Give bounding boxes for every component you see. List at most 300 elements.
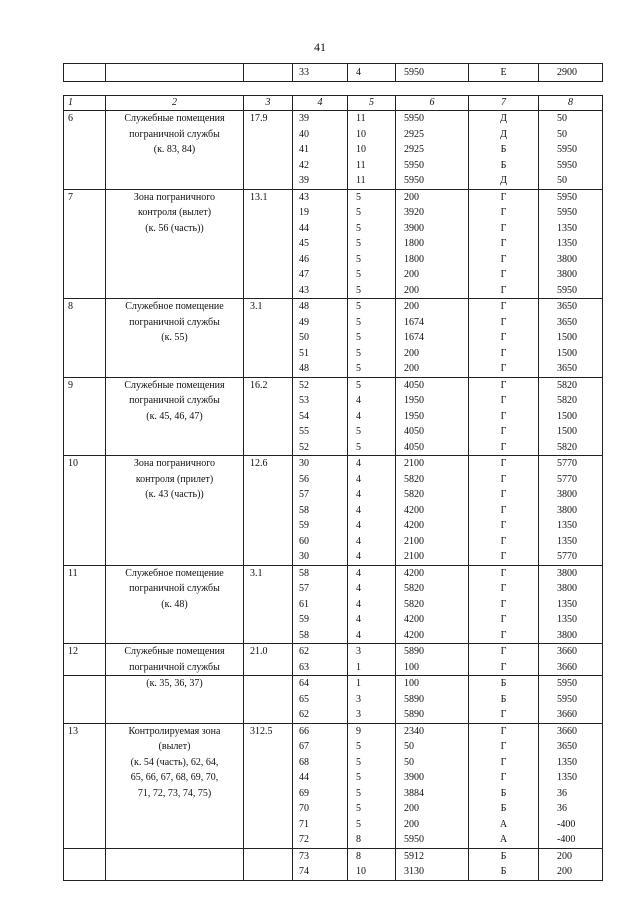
height-value: 4 <box>356 410 361 422</box>
point-number: 70 <box>299 803 309 814</box>
axis-letter: Г <box>500 363 507 374</box>
area-value <box>244 848 293 880</box>
point-number: 39 <box>299 113 309 124</box>
axis-letter: Г <box>500 207 507 218</box>
header-cell: 5 <box>348 96 396 111</box>
height-value: 5 <box>356 191 361 203</box>
zone-line: контроля (прилет) <box>135 473 214 485</box>
coordinate-value: 1674 <box>404 316 424 328</box>
height-value: 5 <box>356 284 361 296</box>
distance-value: 3800 <box>557 489 577 500</box>
group-row <box>64 676 603 724</box>
continuation-table <box>63 63 603 82</box>
distance-value: 3650 <box>557 363 577 374</box>
distance-value: 1500 <box>557 410 577 422</box>
distance-value: 3660 <box>557 709 577 720</box>
coordinate-value: 5950 <box>404 834 424 845</box>
zone-description <box>106 676 244 724</box>
distance-value: 1350 <box>557 222 577 234</box>
distance-value: 50 <box>557 113 567 124</box>
header-cell: 3 <box>244 96 293 111</box>
distance-value: 3800 <box>557 504 577 516</box>
coordinate-value: 1950 <box>404 410 424 422</box>
coordinate-value: 4050 <box>404 426 424 437</box>
distance-value: 5950 <box>557 693 577 705</box>
height-value: 11 <box>356 159 366 171</box>
distance-value: 36 <box>557 803 567 814</box>
point-number: 48 <box>299 301 309 312</box>
coordinate-value: 5820 <box>404 489 424 500</box>
height-value: 5 <box>356 363 361 374</box>
header-cell: 2 <box>106 96 244 111</box>
coordinates-table <box>63 95 603 881</box>
distance-value: 3800 <box>557 567 577 579</box>
cell: Е <box>469 64 539 82</box>
zone-line: пограничной службы <box>129 316 220 328</box>
coordinate-value: 3900 <box>404 772 424 783</box>
axis-letter: Г <box>500 253 507 265</box>
group-row <box>64 111 603 190</box>
point-number: 55 <box>299 426 309 437</box>
point-number: 52 <box>299 379 309 391</box>
distance-value: 3660 <box>557 646 577 657</box>
height-value: 5 <box>356 301 361 312</box>
height-value: 4 <box>356 458 361 469</box>
point-number: 65 <box>299 693 309 705</box>
header-cell: 7 <box>469 96 539 111</box>
axis-letter: Г <box>500 598 507 610</box>
point-number: 61 <box>299 598 309 610</box>
distance-value: 3650 <box>557 301 577 312</box>
column-6 <box>396 644 469 676</box>
axis-letter: Г <box>500 347 507 359</box>
height-value: 5 <box>356 207 361 218</box>
point-number: 53 <box>299 395 309 406</box>
point-number: 74 <box>299 866 309 877</box>
height-value: 1 <box>356 678 361 689</box>
zone-line: (к. 35, 36, 37) <box>146 678 203 689</box>
point-number: 67 <box>299 741 309 752</box>
coordinate-value: 1950 <box>404 395 424 406</box>
axis-letter: А <box>499 834 508 845</box>
group-row <box>64 189 603 299</box>
area-value: 13.1 <box>244 189 293 299</box>
point-number: 58 <box>299 504 309 516</box>
coordinate-value: 1800 <box>404 253 424 265</box>
cell: 2900 <box>539 64 603 82</box>
distance-value: 5950 <box>557 284 577 296</box>
point-number: 71 <box>299 818 309 830</box>
axis-letter: Г <box>500 520 507 531</box>
area-value: 312.5 <box>244 723 293 848</box>
zone-line: Служебное помещение <box>125 567 224 579</box>
coordinate-value: 5890 <box>404 693 424 705</box>
height-value: 4 <box>356 567 361 579</box>
group-row <box>64 848 603 880</box>
column-5 <box>348 111 396 190</box>
column-8 <box>539 189 603 299</box>
axis-letter: Г <box>500 379 507 391</box>
point-number: 66 <box>299 725 309 737</box>
coordinate-value: 5890 <box>404 709 424 720</box>
zone-line: Контролируемая зона <box>128 725 221 737</box>
axis-letter: А <box>499 818 508 830</box>
point-number: 48 <box>299 363 309 374</box>
height-value: 4 <box>356 614 361 625</box>
distance-value: 50 <box>557 128 567 140</box>
distance-value: 1350 <box>557 772 577 783</box>
column-8 <box>539 299 603 378</box>
column-6 <box>396 848 469 880</box>
axis-letter: Г <box>500 191 507 203</box>
height-value: 5 <box>356 441 361 453</box>
column-4 <box>293 565 348 644</box>
point-number: 39 <box>299 175 309 186</box>
axis-letter: Г <box>500 410 507 422</box>
point-number: 54 <box>299 410 309 422</box>
axis-letter: Б <box>500 144 507 155</box>
point-number: 69 <box>299 787 309 799</box>
zone-line: 71, 72, 73, 74, 75) <box>137 787 212 799</box>
distance-value: 3800 <box>557 629 577 641</box>
height-value: 1 <box>356 661 361 673</box>
column-8 <box>539 377 603 456</box>
coordinate-value: 2925 <box>404 144 424 155</box>
group-row <box>64 456 603 566</box>
axis-letter: Б <box>500 803 507 814</box>
distance-value: 3800 <box>557 269 577 280</box>
coordinate-value: 50 <box>404 756 414 768</box>
distance-value: 5820 <box>557 395 577 406</box>
axis-letter: Б <box>500 693 507 705</box>
column-7 <box>469 723 539 848</box>
distance-value: 5770 <box>557 551 577 562</box>
axis-letter: Б <box>500 850 507 862</box>
column-7 <box>469 299 539 378</box>
column-7 <box>469 565 539 644</box>
height-value: 4 <box>356 551 361 562</box>
column-5 <box>348 644 396 676</box>
column-6 <box>396 456 469 566</box>
axis-letter: Г <box>500 551 507 562</box>
coordinate-value: 4200 <box>404 629 424 641</box>
point-number: 30 <box>299 458 309 469</box>
zone-line: пограничной службы <box>129 128 220 140</box>
point-number: 51 <box>299 347 309 359</box>
zone-line: (вылет) <box>158 741 191 752</box>
column-4 <box>293 456 348 566</box>
distance-value: -400 <box>557 818 576 830</box>
height-value: 4 <box>356 504 361 516</box>
height-value: 4 <box>356 520 361 531</box>
column-5 <box>348 848 396 880</box>
zone-description <box>106 644 244 676</box>
axis-letter: Г <box>500 567 507 579</box>
distance-value: 3800 <box>557 253 577 265</box>
zone-line: пограничной службы <box>129 661 220 673</box>
zone-line: Служебные помещения <box>124 379 225 391</box>
height-value: 11 <box>356 113 366 124</box>
height-value: 3 <box>356 709 361 720</box>
coordinate-value: 5820 <box>404 583 424 594</box>
point-number: 52 <box>299 441 309 453</box>
distance-value: 200 <box>557 850 572 862</box>
axis-letter: Д <box>500 113 507 124</box>
zone-description <box>106 377 244 456</box>
point-number: 58 <box>299 567 309 579</box>
point-number: 19 <box>299 207 309 218</box>
distance-value: 5820 <box>557 441 577 453</box>
distance-value: 5820 <box>557 379 577 391</box>
column-8 <box>539 456 603 566</box>
group-row <box>64 644 603 676</box>
coordinate-value: 3900 <box>404 222 424 234</box>
continuation-row <box>64 64 603 82</box>
zone-description <box>106 723 244 848</box>
zone-line: пограничной службы <box>129 583 220 594</box>
coordinate-value: 200 <box>404 803 419 814</box>
coordinate-value: 4200 <box>404 567 424 579</box>
point-number: 56 <box>299 473 309 485</box>
point-number: 44 <box>299 222 309 234</box>
axis-letter: Г <box>500 441 507 453</box>
axis-letter: Г <box>500 725 507 737</box>
height-value: 5 <box>356 332 361 343</box>
column-5 <box>348 723 396 848</box>
coordinate-value: 3884 <box>404 787 424 799</box>
point-number: 57 <box>299 489 309 500</box>
coordinate-value: 5950 <box>404 159 424 171</box>
height-value: 3 <box>356 646 361 657</box>
axis-letter: Г <box>500 583 507 594</box>
height-value: 10 <box>356 144 366 155</box>
group-number: 6 <box>64 111 106 190</box>
group-number: 10 <box>64 456 106 566</box>
column-5 <box>348 189 396 299</box>
zone-line: Зона пограничного <box>133 458 216 469</box>
cell: 4 <box>348 64 396 82</box>
column-7 <box>469 377 539 456</box>
height-value: 10 <box>356 128 366 140</box>
column-4 <box>293 723 348 848</box>
coordinate-value: 5912 <box>404 850 424 862</box>
axis-letter: Г <box>500 426 507 437</box>
column-6 <box>396 189 469 299</box>
distance-value: 5950 <box>557 159 577 171</box>
coordinate-value: 200 <box>404 347 419 359</box>
zone-line: Служебное помещение <box>125 301 224 312</box>
column-7 <box>469 644 539 676</box>
axis-letter: Д <box>500 128 507 140</box>
height-value: 11 <box>356 175 366 186</box>
coordinate-value: 200 <box>404 284 419 296</box>
axis-letter: Г <box>500 629 507 641</box>
column-4 <box>293 848 348 880</box>
column-5 <box>348 565 396 644</box>
column-4 <box>293 676 348 724</box>
column-6 <box>396 565 469 644</box>
column-7 <box>469 456 539 566</box>
coordinate-value: 5950 <box>404 175 424 186</box>
height-value: 5 <box>356 316 361 328</box>
point-number: 58 <box>299 629 309 641</box>
page-number: 41 <box>314 40 326 54</box>
column-6 <box>396 299 469 378</box>
coordinate-value: 2100 <box>404 535 424 547</box>
point-number: 57 <box>299 583 309 594</box>
axis-letter: Г <box>500 504 507 516</box>
axis-letter: Г <box>500 772 507 783</box>
cell: 5950 <box>396 64 469 82</box>
height-value: 4 <box>356 489 361 500</box>
point-number: 59 <box>299 520 309 531</box>
zone-line: (к. 45, 46, 47) <box>146 410 203 422</box>
zone-description <box>106 565 244 644</box>
coordinate-value: 200 <box>404 269 419 280</box>
axis-letter: Г <box>500 458 507 469</box>
point-number: 42 <box>299 159 309 171</box>
column-4 <box>293 377 348 456</box>
height-value: 8 <box>356 850 361 862</box>
distance-value: 3650 <box>557 316 577 328</box>
group-row <box>64 565 603 644</box>
header-cell: 1 <box>64 96 106 111</box>
column-4 <box>293 299 348 378</box>
column-8 <box>539 111 603 190</box>
axis-letter: Г <box>500 301 507 312</box>
group-row <box>64 299 603 378</box>
point-number: 68 <box>299 756 309 768</box>
axis-letter: Г <box>500 332 507 343</box>
distance-value: 1500 <box>557 332 577 343</box>
point-number: 46 <box>299 253 309 265</box>
height-value: 5 <box>356 772 361 783</box>
axis-letter: Г <box>500 646 507 657</box>
height-value: 5 <box>356 269 361 280</box>
height-value: 5 <box>356 818 361 830</box>
axis-letter: Г <box>500 661 507 673</box>
height-value: 4 <box>356 535 361 547</box>
distance-value: 1500 <box>557 426 577 437</box>
distance-value: 36 <box>557 787 567 799</box>
zone-line: (к. 48) <box>161 598 188 610</box>
distance-value: 3800 <box>557 583 577 594</box>
coordinate-value: 2340 <box>404 725 424 737</box>
coordinate-value: 5820 <box>404 473 424 485</box>
point-number: 45 <box>299 238 309 249</box>
coordinate-value: 50 <box>404 741 414 752</box>
coordinate-value: 100 <box>404 661 419 673</box>
column-7 <box>469 189 539 299</box>
zone-line: Служебные помещения <box>124 646 225 657</box>
height-value: 5 <box>356 379 361 391</box>
axis-letter: Г <box>500 222 507 234</box>
coordinate-value: 100 <box>404 678 419 689</box>
height-value: 9 <box>356 725 361 737</box>
group-number: 11 <box>64 565 106 644</box>
coordinate-value: 4050 <box>404 379 424 391</box>
column-8 <box>539 676 603 724</box>
distance-value: 200 <box>557 866 572 877</box>
zone-line: (к. 54 (часть), 62, 64, <box>130 756 219 768</box>
group-number: 8 <box>64 299 106 378</box>
coordinate-value: 200 <box>404 818 419 830</box>
coordinate-value: 2100 <box>404 458 424 469</box>
group-number <box>64 676 106 724</box>
group-number: 13 <box>64 723 106 848</box>
height-value: 8 <box>356 834 361 845</box>
coordinate-value: 200 <box>404 191 419 203</box>
point-number: 43 <box>299 284 309 296</box>
point-number: 49 <box>299 316 309 328</box>
height-value: 10 <box>356 866 366 877</box>
axis-letter: Б <box>500 678 507 689</box>
area-value: 12.6 <box>244 456 293 566</box>
distance-value: 1500 <box>557 347 577 359</box>
zone-description <box>106 456 244 566</box>
column-8 <box>539 644 603 676</box>
area-value <box>244 676 293 724</box>
zone-description <box>106 299 244 378</box>
zone-line: (к. 56 (часть)) <box>145 222 204 234</box>
axis-letter: Д <box>500 175 507 186</box>
point-number: 62 <box>299 646 309 657</box>
point-number: 59 <box>299 614 309 625</box>
column-8 <box>539 848 603 880</box>
axis-letter: Г <box>500 395 507 406</box>
height-value: 5 <box>356 756 361 768</box>
zone-line: (к. 43 (часть)) <box>145 489 204 500</box>
coordinate-value: 4200 <box>404 614 424 625</box>
group-row <box>64 377 603 456</box>
coordinate-value: 2100 <box>404 551 424 562</box>
distance-value: 3660 <box>557 725 577 737</box>
height-value: 5 <box>356 347 361 359</box>
axis-letter: Г <box>500 614 507 625</box>
height-value: 5 <box>356 787 361 799</box>
distance-value: 1350 <box>557 756 577 768</box>
group-number <box>64 848 106 880</box>
column-7 <box>469 676 539 724</box>
zone-description <box>106 189 244 299</box>
column-5 <box>348 377 396 456</box>
height-value: 4 <box>356 473 361 485</box>
column-4 <box>293 189 348 299</box>
zone-line: Служебные помещения <box>124 113 225 124</box>
group-number: 7 <box>64 189 106 299</box>
distance-value: 50 <box>557 175 567 186</box>
cell: 33 <box>293 64 348 82</box>
distance-value: 5770 <box>557 458 577 469</box>
header-cell: 8 <box>539 96 603 111</box>
area-value: 3.1 <box>244 299 293 378</box>
column-8 <box>539 723 603 848</box>
distance-value: -400 <box>557 834 576 845</box>
coordinate-value: 5950 <box>404 113 424 124</box>
point-number: 62 <box>299 709 309 720</box>
point-number: 30 <box>299 551 309 562</box>
axis-letter: Г <box>500 269 507 280</box>
column-6 <box>396 676 469 724</box>
zone-line: (к. 55) <box>161 332 188 343</box>
distance-value: 3650 <box>557 741 577 752</box>
column-5 <box>348 299 396 378</box>
axis-letter: Б <box>500 866 507 877</box>
distance-value: 5950 <box>557 678 577 689</box>
distance-value: 5950 <box>557 191 577 203</box>
group-number: 9 <box>64 377 106 456</box>
axis-letter: Г <box>500 316 507 328</box>
